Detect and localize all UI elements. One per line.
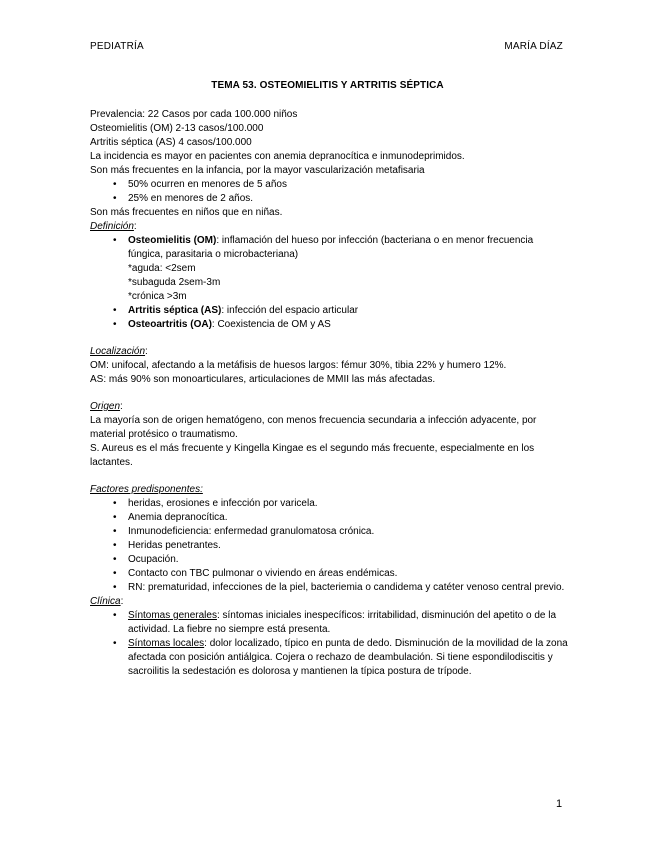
clinica-list <box>90 609 570 679</box>
header-subject: PEDIATRÍA <box>90 41 144 52</box>
origen-paragraph: S. Aureus es el más frecuente y Kingella Kingae es el segundo más frecuente, especialmente en los lactantes. <box>90 443 535 468</box>
factores-heading <box>90 483 570 497</box>
spacer <box>90 387 570 400</box>
localizacion-heading <box>90 345 570 359</box>
oa-term: Osteoartritis (OA) <box>128 319 212 330</box>
origen-heading-text: Origen <box>90 401 121 412</box>
localizacion-colon: : <box>145 346 148 357</box>
spacer <box>90 470 570 483</box>
header-author: MARÍA DÍAZ <box>504 41 563 52</box>
sintomas-generales-term: Síntomas generales <box>128 610 217 621</box>
as-definition: : infección del espacio articular <box>221 305 359 316</box>
definicion-heading <box>90 220 570 234</box>
definicion-heading-text: Definición <box>90 221 134 232</box>
list-item: • 50% ocurren en menores de 5 años <box>90 178 570 192</box>
infancia-line: Son más frecuentes en la infancia, por la mayor vascularización metafisaria <box>90 165 425 176</box>
document-body <box>90 108 570 679</box>
list-item <box>90 637 570 679</box>
om-incidence-line: Osteomielitis (OM) 2-13 casos/100.000 <box>90 123 264 134</box>
clinica-heading <box>90 595 570 609</box>
list-item: • Inmunodeficiencia: enfermedad granulomatosa crónica. <box>90 525 570 539</box>
definicion-list <box>90 234 570 332</box>
list-item: • Ocupación. <box>90 553 570 567</box>
page-number: 1 <box>556 798 563 810</box>
om-definition: : inflamación del hueso por infección (bacteriana o en menor frecuencia fúngica, parasitaria o microbacteriana) <box>128 235 534 260</box>
clinica-colon: : <box>120 596 124 607</box>
page-title: TEMA 53. OSTEOMIELITIS Y ARTRITIS SÉPTICA <box>211 80 444 91</box>
list-item: • heridas, erosiones e infección por varicela. <box>90 497 570 511</box>
list-item <box>90 318 570 332</box>
list-item: • Contacto con TBC pulmonar o viviendo en áreas endémicas. <box>90 567 570 581</box>
factores-list <box>90 497 570 595</box>
list-item: • Anemia depranocítica. <box>90 511 570 525</box>
localizacion-as: AS: más 90% son monoarticulares, articulaciones de MMII las más afectadas. <box>90 374 436 385</box>
factores-heading-text: Factores predisponentes: <box>90 484 203 495</box>
localizacion-om: OM: unifocal, afectando a la metáfisis de huesos largos: fémur 30%, tibia 22% y humero 12%. <box>90 360 507 371</box>
list-item: • 25% en menores de 2 años. <box>90 192 570 206</box>
list-item: • RN: prematuridad, infecciones de la piel, bacteriemia o candidema y catéter venoso central previo. <box>90 581 570 595</box>
origen-paragraph: La mayoría son de origen hematógeno, con menos frecuencia secundaria a infección adyacente, por material protésico o traumatismo. <box>90 415 537 440</box>
om-subtype: *aguda: <2sem <box>128 263 196 274</box>
sintomas-locales-text: : dolor localizado, típico en punta de dedo. Disminución de la movilidad de la zona afectada con posición antiálgica. Cojera o rechazo de deambulación. Si tiene espondilodiscitis y sacroilitis la sedestación es dolorosa y mantienen la típica postura de trípode. <box>128 638 568 677</box>
sintomas-locales-term: Síntomas locales <box>128 638 205 649</box>
spacer <box>90 332 570 345</box>
list-item <box>90 234 570 304</box>
incidencia-line: La incidencia es mayor en pacientes con anemia depranocítica e inmunodeprimidos. <box>90 151 465 162</box>
om-term: Osteomielitis (OM) <box>128 235 217 246</box>
origen-heading <box>90 400 570 414</box>
localizacion-heading-text: Localización <box>90 346 146 357</box>
list-item <box>90 609 570 637</box>
oa-definition: : Coexistencia de OM y AS <box>211 319 331 330</box>
sintomas-generales-text: : síntomas iniciales inespecíficos: irritabilidad, disminución del apetito o de la actividad. La fiebre no siempre está presenta. <box>128 610 557 635</box>
list-item: • Heridas penetrantes. <box>90 539 570 553</box>
om-subtype: *subaguda 2sem-3m <box>128 277 221 288</box>
origen-colon: : <box>120 401 123 412</box>
as-incidence-line: Artritis séptica (AS) 4 casos/100.000 <box>90 137 252 148</box>
definicion-colon: : <box>133 221 137 232</box>
prevalencia-line: Prevalencia: 22 Casos por cada 100.000 niños <box>90 109 298 120</box>
om-subtype: *crónica >3m <box>128 291 187 302</box>
list-item <box>90 304 570 318</box>
as-term: Artritis séptica (AS) <box>128 305 222 316</box>
age-list <box>90 178 570 206</box>
sex-line: Son más frecuentes en niños que en niñas. <box>90 207 283 218</box>
clinica-heading-text: Clínica <box>90 596 121 607</box>
